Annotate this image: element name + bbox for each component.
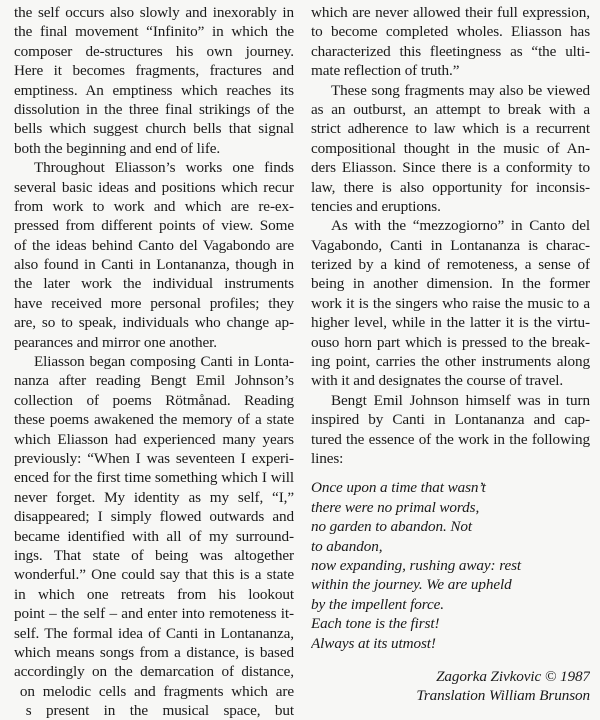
text-line: previously: “When I was seventeen I experi-	[14, 449, 294, 467]
text-line: never forget. My identity as my self, “I,”	[14, 488, 294, 506]
text-line: bells which suggest church bells that signal	[14, 120, 294, 138]
text-line: Bengt Emil Johnson himself was in turn	[331, 391, 590, 409]
text-line: Throughout Eliasson’s works one finds	[34, 159, 294, 177]
text-line: characterized this fleetingness as “the ulti-	[311, 42, 590, 60]
text-line: are, so to speak, individuals who change ap-	[14, 314, 294, 332]
text-line: accordingly on the demarcation of distance,	[14, 663, 294, 681]
text-line: strict adherence to law which is a recurrent	[311, 120, 590, 138]
text-line: in which one retreats from his lookout	[14, 585, 294, 603]
text-line: to become completed wholes. Eliasson has	[311, 23, 590, 41]
text-line: the final movement “Infinito” in which the	[14, 23, 294, 41]
text-line: self. The formal idea of Canti in Lontananza,	[14, 624, 294, 642]
text-line: which Eliasson had experienced many years	[14, 430, 294, 448]
text-line: composer de-structures his own journey.	[14, 42, 294, 60]
text-line: pressed from different points of view. Some	[14, 217, 294, 235]
text-line: disappeared; I simply flowed outwards and	[14, 508, 294, 526]
text-line: ders Eliasson. Since there is a conformity to	[311, 159, 590, 177]
text-line: with it and designates the course of travel.	[311, 372, 564, 390]
text-line: s present in the musical space, but	[14, 702, 294, 720]
text-line: compositional thought in the music of An-	[311, 139, 590, 157]
text-line: tured the essence of the work in the following	[311, 430, 590, 448]
text-line: ing point, carries the other instruments along	[311, 353, 590, 371]
text-line: as an outburst, an attempt to break with a	[311, 100, 590, 118]
text-line: higher level, while in the latter it is the virtu-	[311, 314, 590, 332]
text-line: pearances and mirror one another.	[14, 333, 217, 351]
text-line: being in another dimension. In the former	[311, 275, 590, 293]
poem-line: Once upon a time that wasn’t	[311, 479, 486, 497]
left-column	[14, 3, 294, 720]
text-line: nanza after reading Bengt Emil Johnson’s	[14, 372, 294, 390]
poem-line: now expanding, rushing away: rest	[311, 556, 522, 574]
poem-line: to abandon,	[311, 537, 383, 555]
text-line: of the ideas behind Canto del Vagabondo are	[14, 236, 294, 254]
text-line: these poems awakened the memory of a state	[14, 411, 294, 429]
text-line: As with the “mezzogiorno” in Canto del	[331, 217, 590, 235]
poem-line: Each tone is the first!	[311, 615, 440, 633]
poem-line: by the impellent force.	[311, 595, 444, 613]
text-line: These song fragments may also be viewed	[331, 81, 590, 99]
text-line: several basic ideas and positions which recur	[14, 178, 294, 196]
text-line: emptiness. An emptiness which reaches its	[14, 81, 294, 99]
text-line: wonderful.” One could say that this is a state	[14, 566, 294, 584]
text-line: Vagabondo, Canti in Lontananza is charac-	[311, 236, 590, 254]
text-line: from work to work and which are re-ex-	[14, 197, 294, 215]
text-line: also found in Canti in Lontananza, though in	[14, 256, 294, 274]
poem-line: there were no primal words,	[311, 498, 480, 516]
stanza-gap	[311, 468, 590, 478]
text-line: have received more personal profiles; they	[14, 294, 294, 312]
text-line: ouso horn part which is pressed to the break-	[311, 333, 590, 351]
text-line: terized by a kind of remoteness, a sense of	[311, 256, 590, 274]
text-line: which are never allowed their full expression,	[311, 4, 590, 21]
signature-gap	[311, 653, 590, 667]
text-line: Here it becomes fragments, fractures and	[14, 62, 294, 80]
text-line: the later work the individual instruments	[14, 275, 294, 293]
right-column	[311, 3, 590, 706]
text-line: tencies and eruptions.	[311, 197, 441, 215]
signature-block	[311, 667, 590, 706]
text-line: enced for the first time something which I will	[14, 469, 294, 487]
poem	[311, 478, 590, 653]
text-line: work it is the singers who raise the music to a	[311, 294, 590, 312]
text-line: mate reflection of truth.”	[311, 62, 460, 80]
poem-line: within the journey. We are upheld	[311, 576, 512, 594]
text-line: on melodic cells and fragments which are	[14, 682, 294, 700]
text-line: which means songs from a distance, is based	[14, 643, 294, 661]
text-line: collection of poems Rötmånad. Reading	[14, 391, 294, 409]
text-line: law, there is also opportunity for inconsis-	[311, 178, 590, 196]
translator-credit: Translation William Brunson	[416, 687, 590, 705]
text-line: inspired by Canti in Lontananza and cap-	[311, 411, 590, 429]
text-line: both the beginning and end of life.	[14, 139, 221, 157]
text-line: point – the self – and enter into remoteness it-	[14, 605, 294, 623]
text-line: became identified with all of my surround-	[14, 527, 294, 545]
poem-line: no garden to abandon. Not	[311, 518, 473, 536]
author-credit: Zagorka Zivkovic © 1987	[436, 667, 590, 685]
text-line: lines:	[311, 449, 344, 467]
text-line: Eliasson began composing Canti in Lonta-	[34, 353, 294, 371]
text-line: dissolution in the three final strikings of the	[14, 100, 294, 118]
text-line: the self occurs also slowly and inexorably in	[14, 4, 294, 21]
text-line: ings. That state of being was altogether	[14, 546, 294, 564]
poem-line: Always at its utmost!	[311, 634, 436, 652]
